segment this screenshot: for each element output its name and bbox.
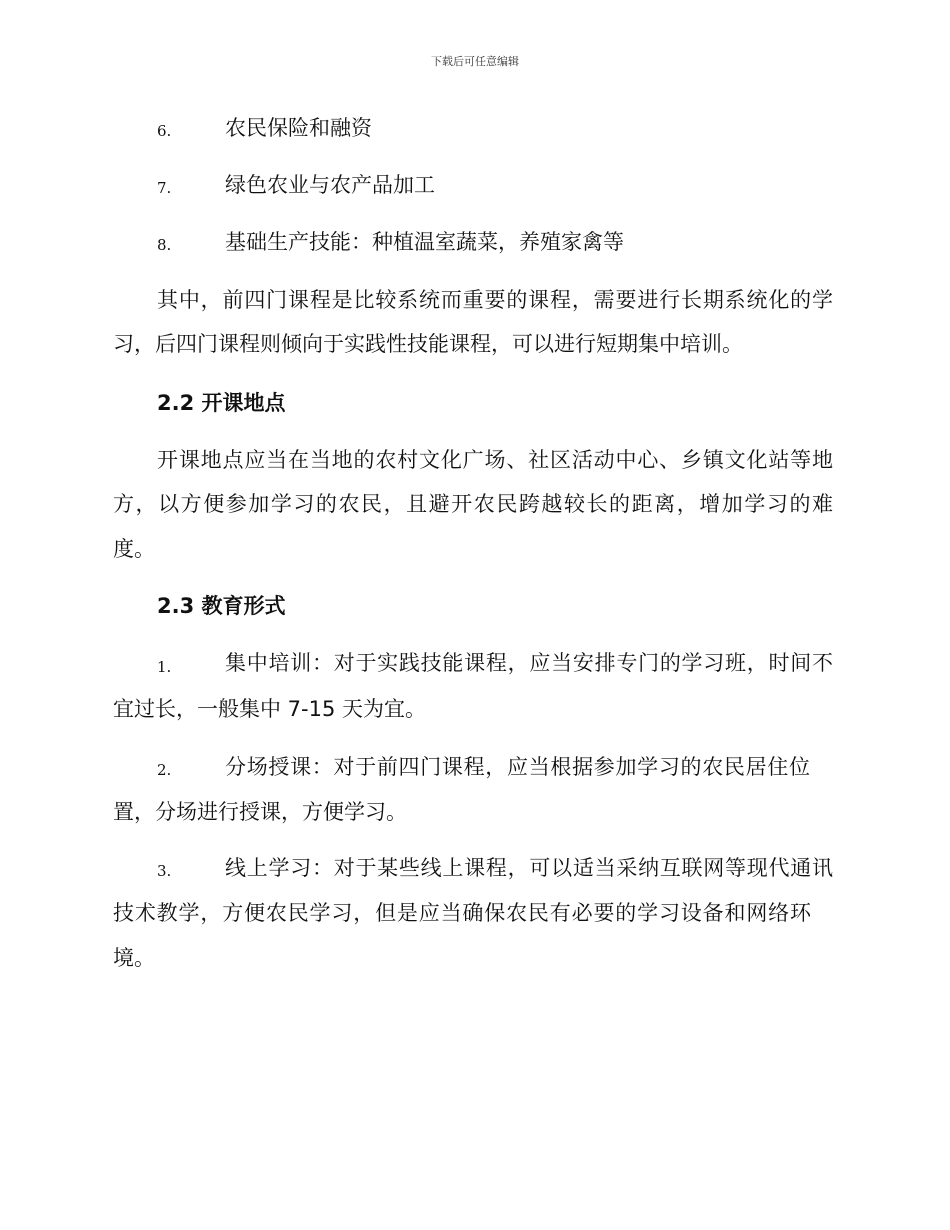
list-item-text: 农民保险和融资 [225,116,372,140]
paragraph-line: 开课地点应当在当地的农村文化广场、社区活动中心、乡镇文化站等地 [157,448,833,472]
page-header: 下载后可任意编辑 [431,55,519,68]
list-item-text: 线上学习：对于某些线上课程，可以适当采纳互联网等现代通讯 [225,856,833,880]
paragraph-line: 方，以方便参加学习的农民，且避开农民跨越较长的距离，增加学习的难 [113,492,833,516]
list-number: 2. [157,761,172,779]
paragraph-line: 其中，前四门课程是比较系统而重要的课程，需要进行长期系统化的学 [157,288,833,312]
list-number: 3. [157,862,172,880]
list-number: 7. [157,179,172,197]
list-item-text: 分场授课：对于前四门课程，应当根据参加学习的农民居住位 [225,755,810,779]
list-item-text: 绿色农业与农产品加工 [225,173,435,197]
section-heading: 2.3 教育形式 [157,594,286,618]
list-number: 8. [157,236,172,254]
paragraph-line: 度。 [113,537,155,561]
list-item-text: 技术教学，方便农民学习，但是应当确保农民有必要的学习设备和网络环 [113,901,811,925]
list-number: 1. [157,658,172,676]
list-item-text: 集中培训：对于实践技能课程，应当安排专门的学习班，时间不 [225,651,833,675]
list-item-text: 置，分场进行授课，方便学习。 [113,800,407,824]
list-item-text: 境。 [113,946,155,970]
list-number: 6. [157,122,172,140]
list-item-text: 宜过长，一般集中 7-15 天为宜。 [113,697,427,721]
section-heading: 2.2 开课地点 [157,391,286,415]
list-item-text: 基础生产技能：种植温室蔬菜，养殖家禽等 [225,230,624,254]
paragraph-line: 习，后四门课程则倾向于实践性技能课程，可以进行短期集中培训。 [113,332,743,356]
